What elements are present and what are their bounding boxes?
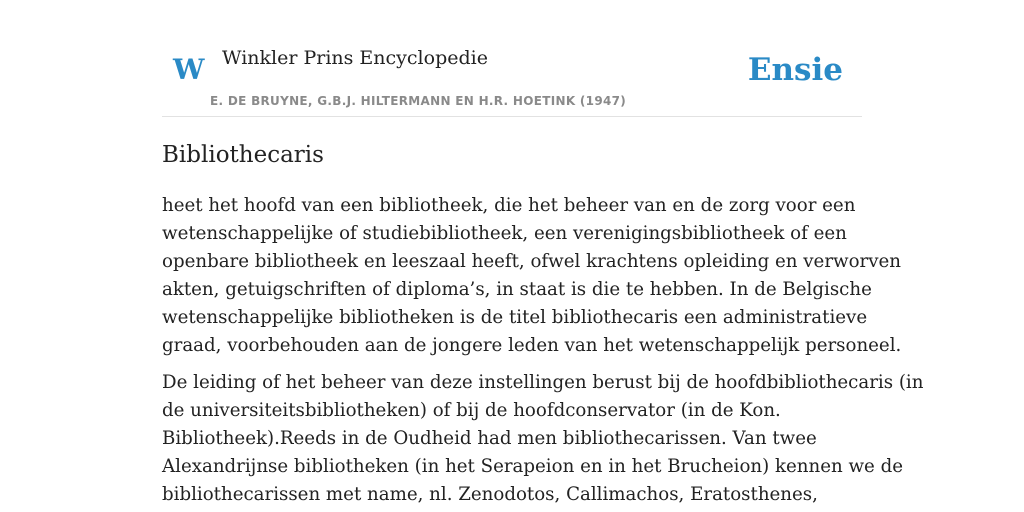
- text-line: Alexandrijnse bibliotheken (in het Serapeion en in het Brucheion) kennen we de: [162, 456, 903, 477]
- text-line: Bibliotheek).Reeds in de Oudheid had men bibliothecarissen. Van twee: [162, 428, 817, 449]
- paragraph: [162, 192, 902, 360]
- text-line: heet het hoofd van een bibliotheek, die het beheer van en de zorg voor een: [162, 195, 856, 216]
- article-body: [162, 192, 924, 512]
- text-line: akten, getuigschriften of diploma’s, in staat is die te hebben. In de Belgische: [162, 279, 872, 300]
- brand-logo-link[interactable]: Ensie: [747, 52, 843, 88]
- authors-credit: E. DE BRUYNE, G.B.J. HILTERMANN EN H.R. HOETINK (1947): [210, 94, 627, 108]
- paragraph: [162, 369, 924, 509]
- site-header: [162, 0, 862, 117]
- text-line: graad, voorbehouden aan de jongere leden van het wetenschappelijk personeel.: [162, 335, 902, 356]
- article-title: Bibliothecaris: [162, 142, 324, 168]
- site-title[interactable]: Winkler Prins Encyclopedie: [222, 47, 488, 69]
- logo-icon[interactable]: W: [173, 53, 205, 86]
- text-line: wetenschappelijke bibliotheken is de titel bibliothecaris een administratieve: [162, 307, 868, 328]
- text-line: wetenschappelijke of studiebibliotheek, een verenigingsbibliotheek of een: [162, 223, 847, 244]
- text-line: bibliothecarissen met name, nl. Zenodotos, Callimachos, Eratosthenes,: [162, 484, 818, 505]
- text-line: De leiding of het beheer van deze instellingen berust bij de hoofdbibliothecaris (in: [162, 372, 924, 393]
- text-line: openbare bibliotheek en leeszaal heeft, ofwel krachtens opleiding en verworven: [162, 251, 901, 272]
- text-line: de universiteitsbibliotheken) of bij de hoofdconservator (in de Kon.: [162, 400, 781, 421]
